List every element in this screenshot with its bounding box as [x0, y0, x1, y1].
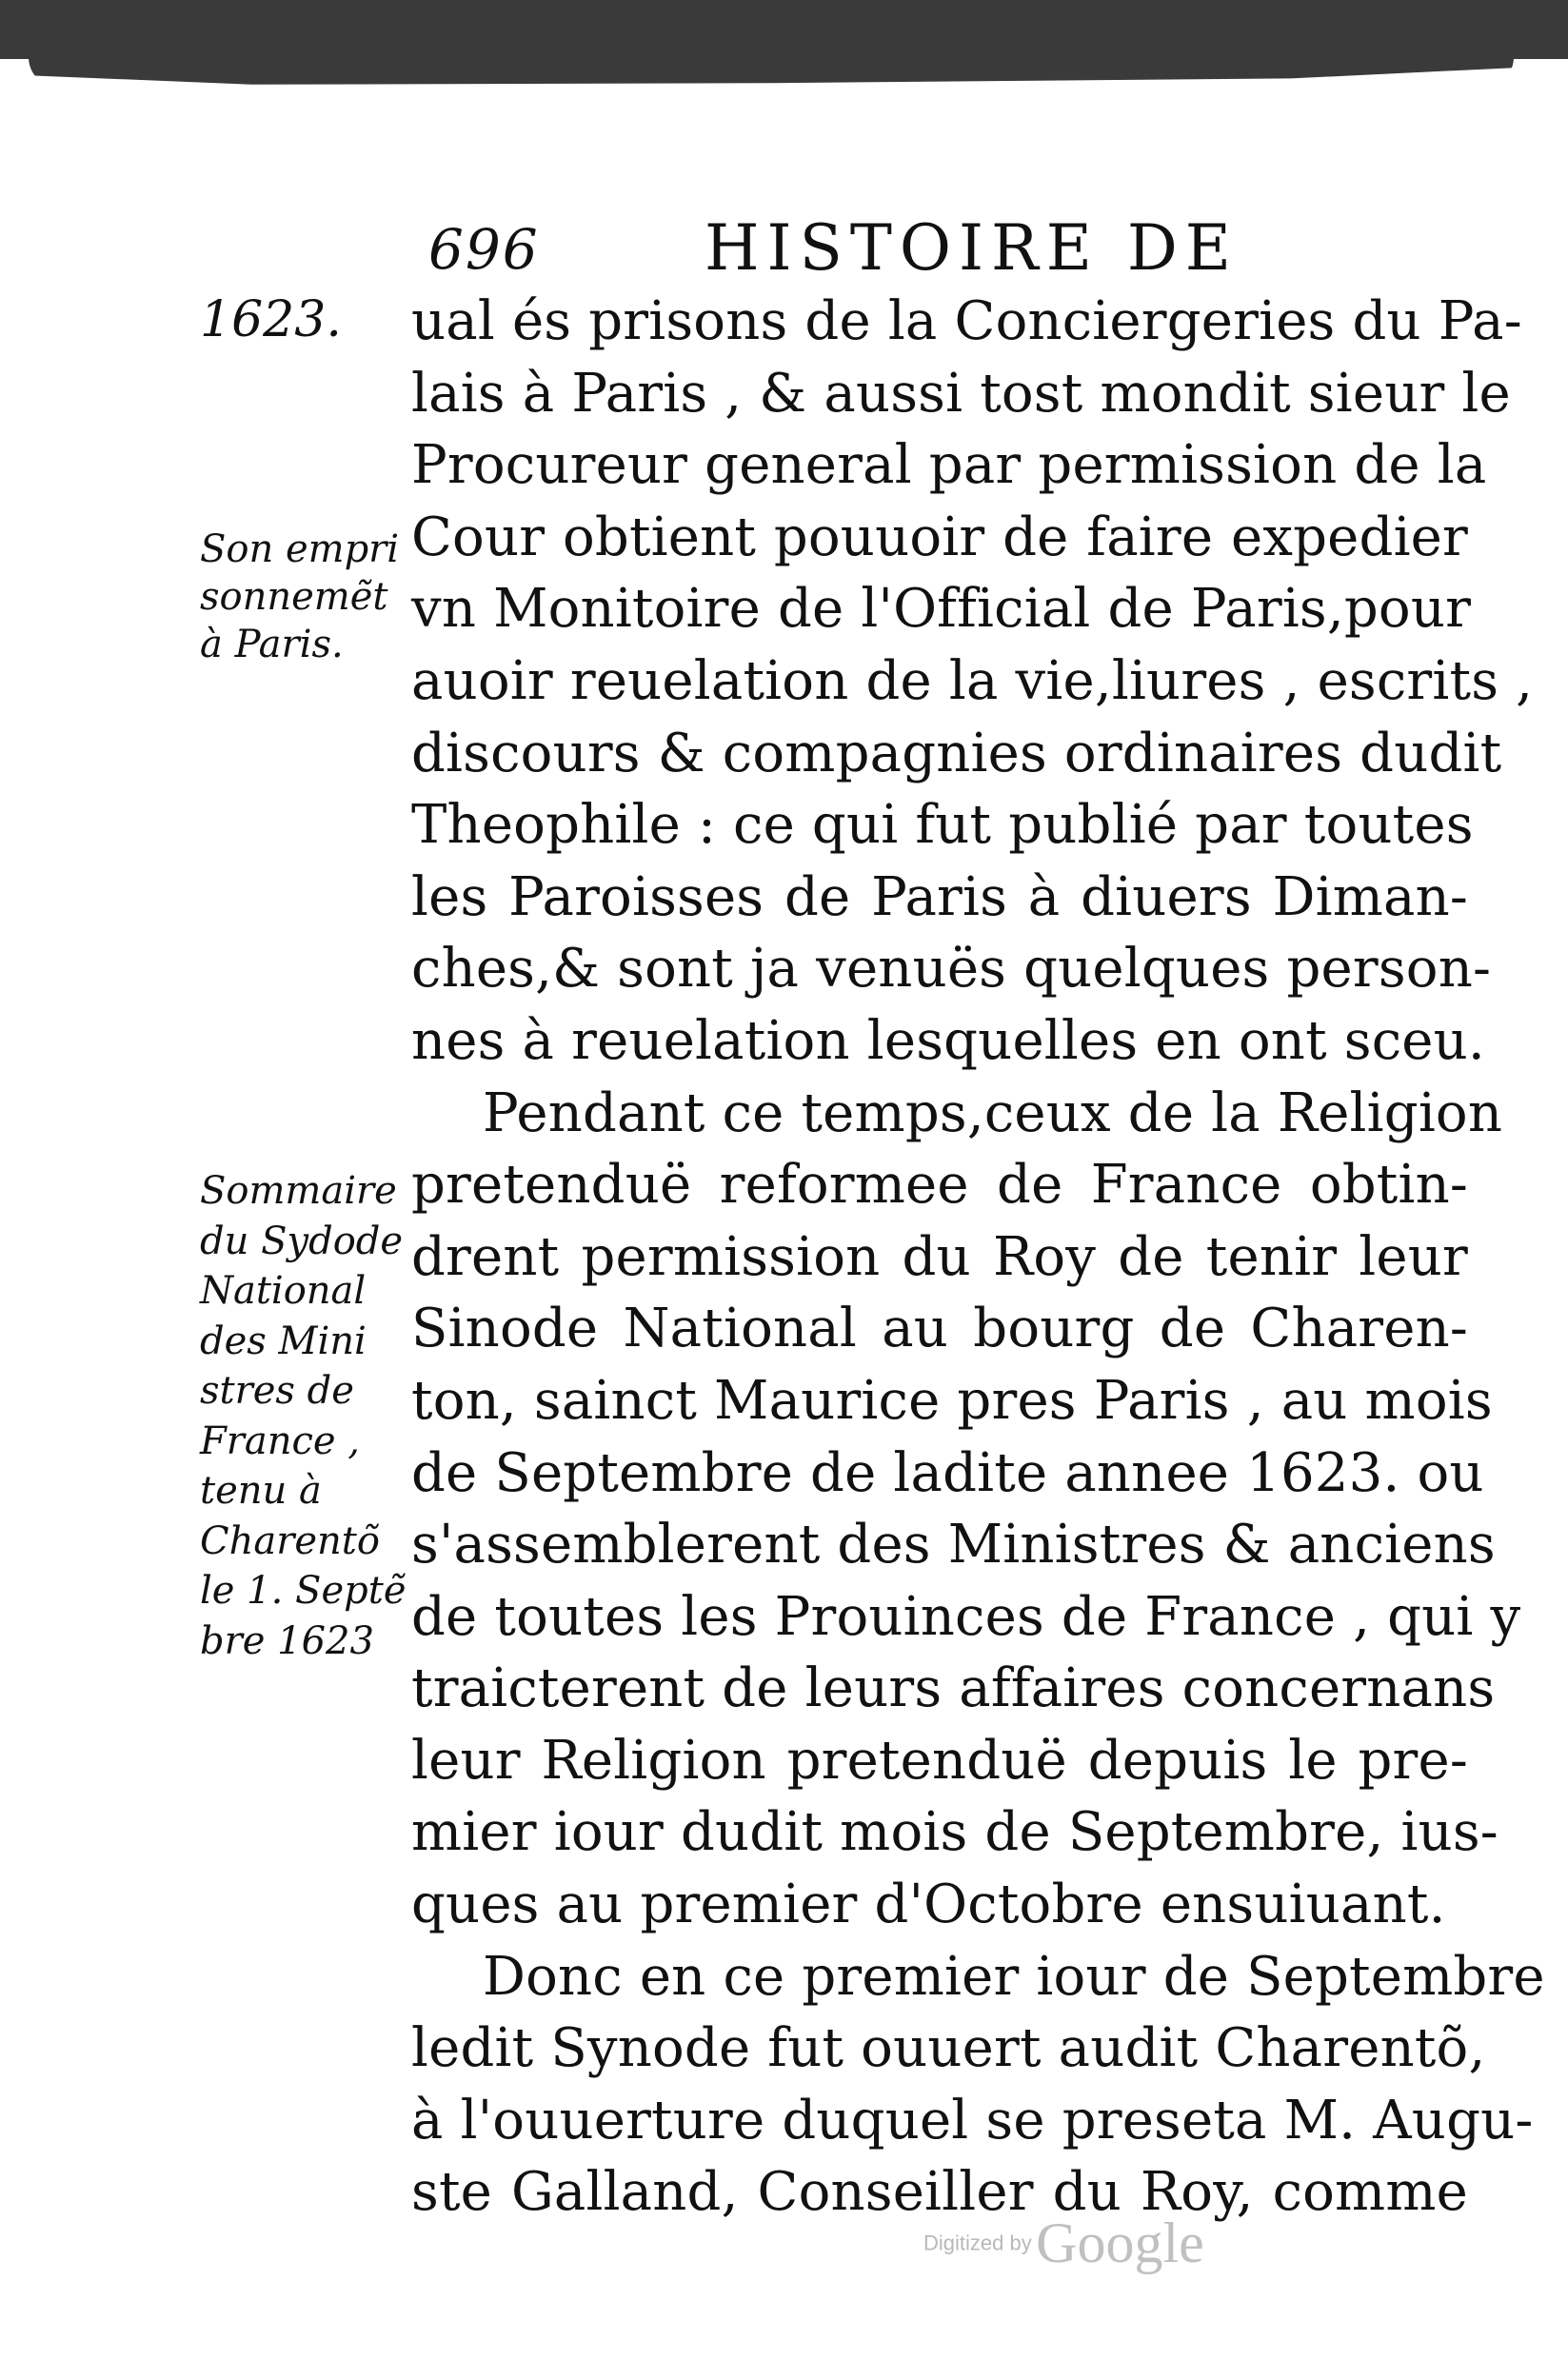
- text-line: ste Galland, Conseiller du Roy, comme: [411, 2161, 1468, 2224]
- margin-note-synod-summary: [200, 1166, 414, 1666]
- digitized-by-text: Digitized by: [923, 2231, 1032, 2255]
- text-line: nes à reuelation lesquelles en ont sceu.: [411, 1009, 1485, 1072]
- margin-note-line: du Sydode: [200, 1219, 404, 1263]
- text-line: discours & compagnies ordinaires dudit: [411, 722, 1502, 784]
- margin-note-line: tenu à: [200, 1469, 322, 1513]
- margin-note-line: Charentõ: [200, 1518, 380, 1563]
- margin-note-line: le 1. Septẽ: [200, 1569, 407, 1613]
- text-line: Procureur general par permission de la: [411, 434, 1487, 497]
- text-line: mier iour dudit mois de Septembre, ius-: [411, 1801, 1499, 1864]
- margin-note-line: Son empri: [200, 527, 400, 571]
- margin-note-line: à Paris.: [200, 623, 344, 666]
- text-line: à l'ouuerture duquel se preseta M. Augu-: [411, 2089, 1534, 2152]
- text-line: de toutes les Prouinces de France , qui y: [411, 1585, 1521, 1648]
- text-line: vn Monitoire de l'Official de Paris,pour: [411, 578, 1472, 641]
- margin-note-line: Sommaire: [200, 1169, 397, 1213]
- margin-note-line: stres de: [200, 1369, 354, 1413]
- text-line: les Paroisses de Paris à diuers Diman-: [411, 865, 1468, 928]
- text-line: lais à Paris , & aussi tost mondit sieur le: [411, 362, 1511, 425]
- text-line: s'assemblerent des Ministres & anciens: [411, 1514, 1496, 1577]
- margin-note-line: France ,: [200, 1418, 360, 1463]
- text-line: ual és prisons de la Conciergeries du Pa-: [411, 290, 1522, 352]
- text-line: ches,& sont ja venuës quelques person-: [411, 938, 1492, 1001]
- text-line: Cour obtient pouuoir de faire expedier: [411, 506, 1468, 568]
- text-line: ledit Synode fut ouuert audit Charentõ,: [411, 2017, 1486, 2080]
- text-line: drent permission du Roy de tenir leur: [411, 1225, 1468, 1288]
- digitized-watermark: [923, 2211, 1204, 2276]
- text-line: traicterent de leurs affaires concernans: [411, 1657, 1496, 1720]
- text-line: pretenduë reformee de France obtin-: [411, 1154, 1468, 1217]
- text-line: de Septembre de ladite annee 1623. ou: [411, 1441, 1484, 1504]
- main-text: [411, 286, 1545, 2229]
- page-number: 696: [428, 217, 540, 282]
- text-line: Sinode National au bourg de Charen-: [411, 1298, 1468, 1360]
- margin-note-line: bre 1623: [200, 1618, 374, 1663]
- margin-note-line: des Mini: [200, 1319, 367, 1363]
- text-line: Theophile : ce qui fut publié par toutes: [411, 794, 1474, 857]
- text-line: Donc en ce premier iour de Septembre: [483, 1945, 1545, 2008]
- text-line: Pendant ce temps,ceux de la Religion: [483, 1081, 1503, 1144]
- margin-note-imprisonment: [200, 526, 414, 668]
- text-line: auoir reuelation de la vie,liures , escrits ,: [411, 649, 1534, 712]
- margin-note-line: sonnemẽt: [200, 575, 388, 619]
- google-logo: Google: [1036, 2211, 1204, 2274]
- text-line: ques au premier d'Octobre ensuiuant.: [411, 1874, 1446, 1936]
- text-line: leur Religion pretenduë depuis le pre-: [411, 1729, 1468, 1792]
- text-line: ton, sainct Maurice pres Paris , au mois: [411, 1369, 1493, 1432]
- running-title: HISTOIRE DE: [705, 211, 1239, 285]
- year-margin-note: 1623.: [200, 291, 342, 348]
- page-header: [428, 211, 1457, 288]
- margin-note-line: National: [200, 1269, 367, 1313]
